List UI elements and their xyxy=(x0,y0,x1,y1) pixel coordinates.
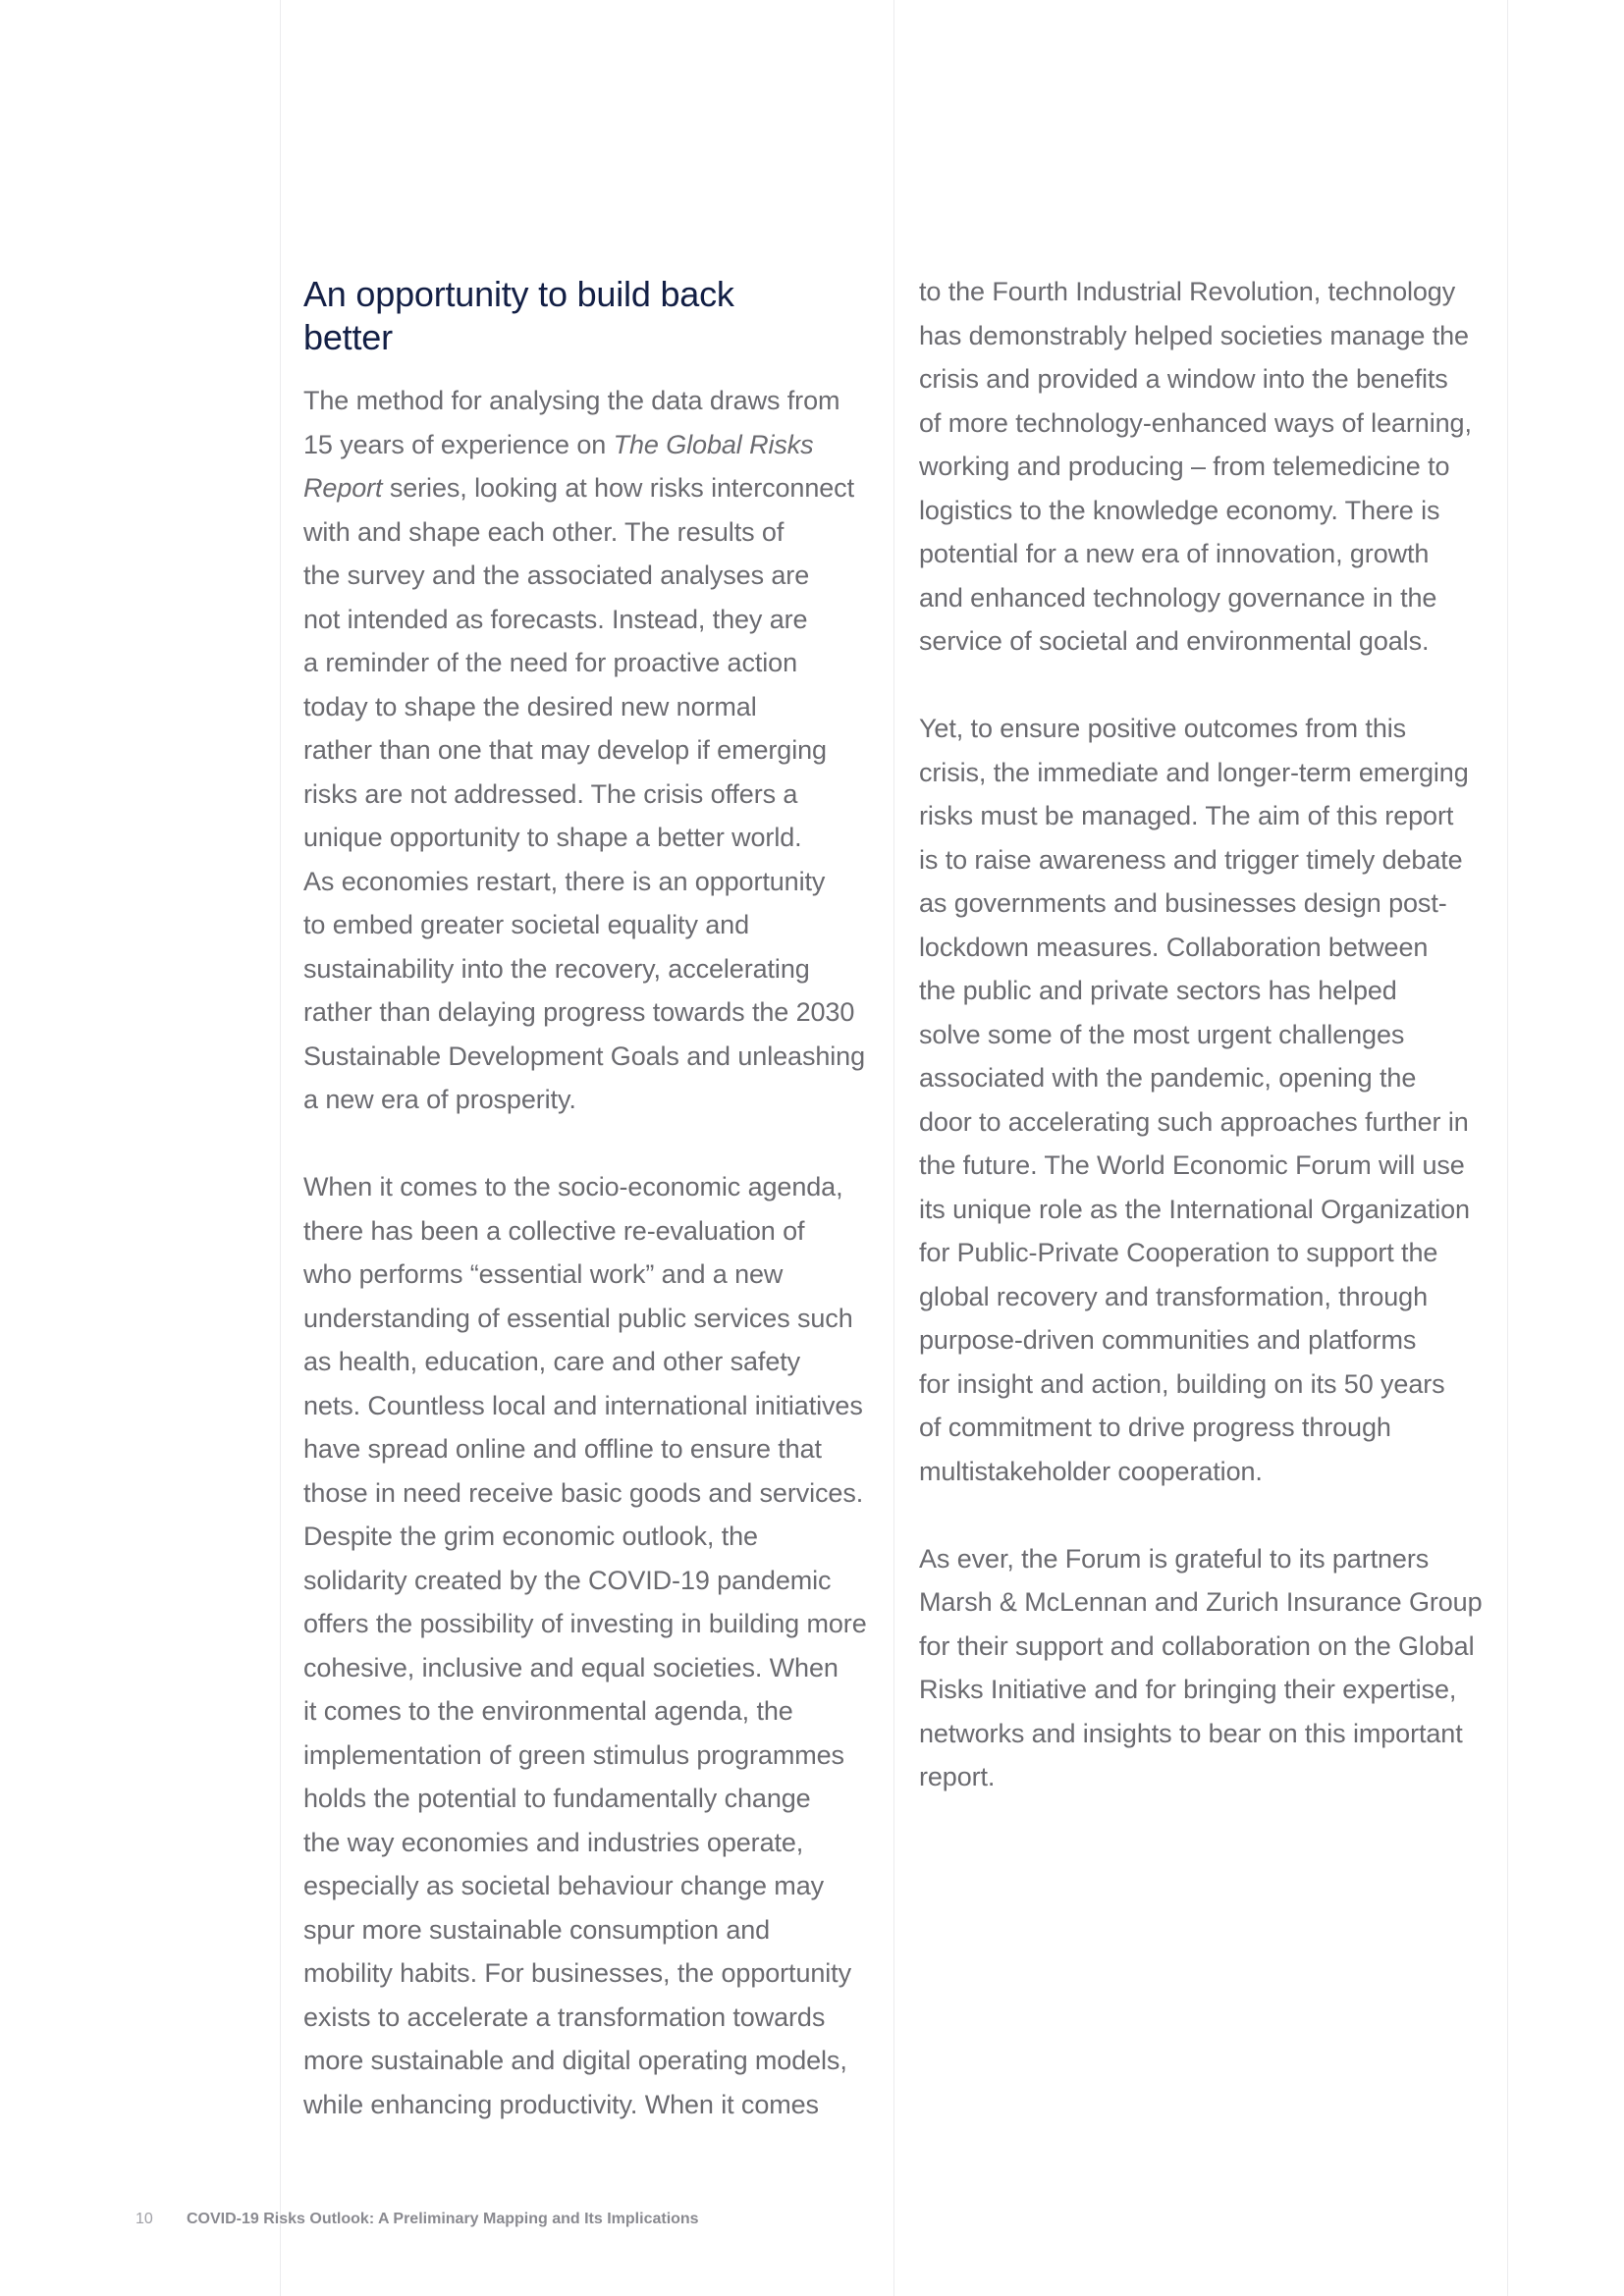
text-line: sustainability into the recovery, accelerating xyxy=(303,953,810,984)
text-line: as governments and businesses design post- xyxy=(919,888,1447,918)
report-title-italic: Report xyxy=(303,473,383,503)
text-line: holds the potential to fundamentally change xyxy=(303,1784,811,1813)
text-line: lockdown measures. Collaboration between xyxy=(919,932,1429,962)
column-divider-middle xyxy=(893,0,894,2296)
text-line: networks and insights to bear on this important xyxy=(919,1718,1463,1748)
text-line: a new era of prosperity. xyxy=(303,1085,576,1114)
column-divider-right xyxy=(1507,0,1508,2296)
text-line: with and shape each other. The results of xyxy=(303,516,785,547)
text-line: of commitment to drive progress through xyxy=(919,1413,1391,1442)
text-line: As ever, the Forum is grateful to its partners xyxy=(919,1543,1430,1574)
text-line: it comes to the environmental agenda, the xyxy=(303,1696,793,1726)
text-line: solidarity created by the COVID-19 pandemic xyxy=(303,1565,832,1595)
text-line: and enhanced technology governance in the xyxy=(919,582,1437,613)
text-line: Risks Initiative and for bringing their expertise, xyxy=(919,1675,1457,1704)
text-line: cohesive, inclusive and equal societies. When xyxy=(303,1652,839,1682)
text-line: spur more sustainable consumption and xyxy=(303,1914,771,1945)
text-line: purpose-driven communities and platforms xyxy=(919,1325,1417,1355)
text-line: to embed greater societal equality and xyxy=(303,910,749,939)
text-line: those in need receive basic goods and services. xyxy=(303,1477,864,1508)
text-line: its unique role as the International Organization xyxy=(919,1194,1470,1224)
column-divider-left xyxy=(280,0,281,2296)
paragraph xyxy=(919,1537,1498,1799)
text-line: When it comes to the socio-economic agenda, xyxy=(303,1172,843,1201)
text-line: Yet, to ensure positive outcomes from this xyxy=(919,714,1407,743)
text-line: crisis and provided a window into the benefits xyxy=(919,364,1448,394)
text-line: offers the possibility of investing in building more xyxy=(303,1609,867,1638)
page-footer xyxy=(135,2210,699,2229)
text-line: the public and private sectors has helped xyxy=(919,976,1397,1005)
text-line: of more technology-enhanced ways of learning, xyxy=(919,407,1472,438)
section-heading xyxy=(303,273,883,359)
paragraph xyxy=(303,1165,883,2126)
text-line: the way economies and industries operate, xyxy=(303,1827,804,1857)
text-line: for Public-Private Cooperation to support the xyxy=(919,1238,1438,1267)
text-line: Marsh & McLennan and Zurich Insurance Group xyxy=(919,1587,1483,1617)
text-line: not intended as forecasts. Instead, they are xyxy=(303,604,808,634)
text-line: especially as societal behaviour change may xyxy=(303,1871,825,1900)
text-line: have spread online and offline to ensure that xyxy=(303,1434,822,1464)
text-line: The method for analysing the data draws from xyxy=(303,386,840,415)
text-line: As economies restart, there is an opportunity xyxy=(303,866,826,896)
text-line: the survey and the associated analyses are xyxy=(303,561,810,590)
text-line: who performs “essential work” and a new xyxy=(303,1259,784,1289)
text-line: rather than delaying progress towards the 2030 xyxy=(303,997,855,1027)
text-line: global recovery and transformation, through xyxy=(919,1281,1428,1311)
text-line: Sustainable Development Goals and unleashing xyxy=(303,1041,865,1071)
page-number: 10 xyxy=(135,2211,153,2227)
text-fragment: 15 years of experience on xyxy=(303,429,614,459)
text-line: for insight and action, building on its 50 years xyxy=(919,1368,1445,1399)
text-line: while enhancing productivity. When it comes xyxy=(303,2089,819,2119)
paragraph xyxy=(919,270,1498,664)
text-line: crisis, the immediate and longer-term emerging xyxy=(919,757,1469,787)
text-line: implementation of green stimulus programmes xyxy=(303,1739,844,1770)
text-line: report. xyxy=(919,1762,996,1791)
text-line: risks must be managed. The aim of this report xyxy=(919,801,1454,830)
text-line: has demonstrably helped societies manage the xyxy=(919,320,1469,350)
text-line: more sustainable and digital operating models, xyxy=(303,2046,847,2075)
text-line: unique opportunity to shape a better world. xyxy=(303,823,802,852)
text-line: the future. The World Economic Forum will use xyxy=(919,1150,1465,1180)
text-line: associated with the pandemic, opening the xyxy=(919,1063,1417,1093)
heading-line: better xyxy=(303,317,393,357)
text-line xyxy=(303,423,883,467)
text-line: logistics to the knowledge economy. There is xyxy=(919,495,1440,525)
text-line: to the Fourth Industrial Revolution, technology xyxy=(919,277,1456,306)
report-title-italic: The Global Risks xyxy=(613,429,814,459)
text-line: understanding of essential public services such xyxy=(303,1303,853,1333)
text-line: mobility habits. For businesses, the opportunity xyxy=(303,1958,851,1988)
text-line: risks are not addressed. The crisis offers a xyxy=(303,778,798,809)
footer-title: COVID-19 Risks Outlook: A Preliminary Mapping and Its Implications xyxy=(187,2211,699,2227)
paragraph xyxy=(303,379,883,1122)
text-line: as health, education, care and other safety xyxy=(303,1347,801,1376)
text-line: is to raise awareness and trigger timely debate xyxy=(919,844,1463,875)
text-line: a reminder of the need for proactive action xyxy=(303,648,797,677)
text-line: today to shape the desired new normal xyxy=(303,691,757,721)
text-line: nets. Countless local and international initiatives xyxy=(303,1390,863,1420)
text-fragment: series, looking at how risks interconnect xyxy=(382,473,854,503)
right-column xyxy=(919,270,1498,1799)
text-line: door to accelerating such approaches further in xyxy=(919,1106,1469,1137)
text-line: rather than one that may develop if emerging xyxy=(303,735,827,765)
text-line: there has been a collective re-evaluation of xyxy=(303,1215,805,1246)
text-line xyxy=(303,466,883,510)
left-column xyxy=(303,270,883,2126)
paragraph xyxy=(919,707,1498,1493)
text-line: for their support and collaboration on the Global xyxy=(919,1630,1475,1661)
text-line: potential for a new era of innovation, growth xyxy=(919,539,1430,568)
heading-line: An opportunity to build back xyxy=(303,274,734,314)
text-line: Despite the grim economic outlook, the xyxy=(303,1522,758,1551)
text-line: exists to accelerate a transformation towards xyxy=(303,2002,826,2032)
text-line: solve some of the most urgent challenges xyxy=(919,1019,1405,1049)
text-line: service of societal and environmental goals. xyxy=(919,626,1430,656)
text-line: working and producing – from telemedicine to xyxy=(919,452,1450,481)
text-line: multistakeholder cooperation. xyxy=(919,1456,1263,1486)
